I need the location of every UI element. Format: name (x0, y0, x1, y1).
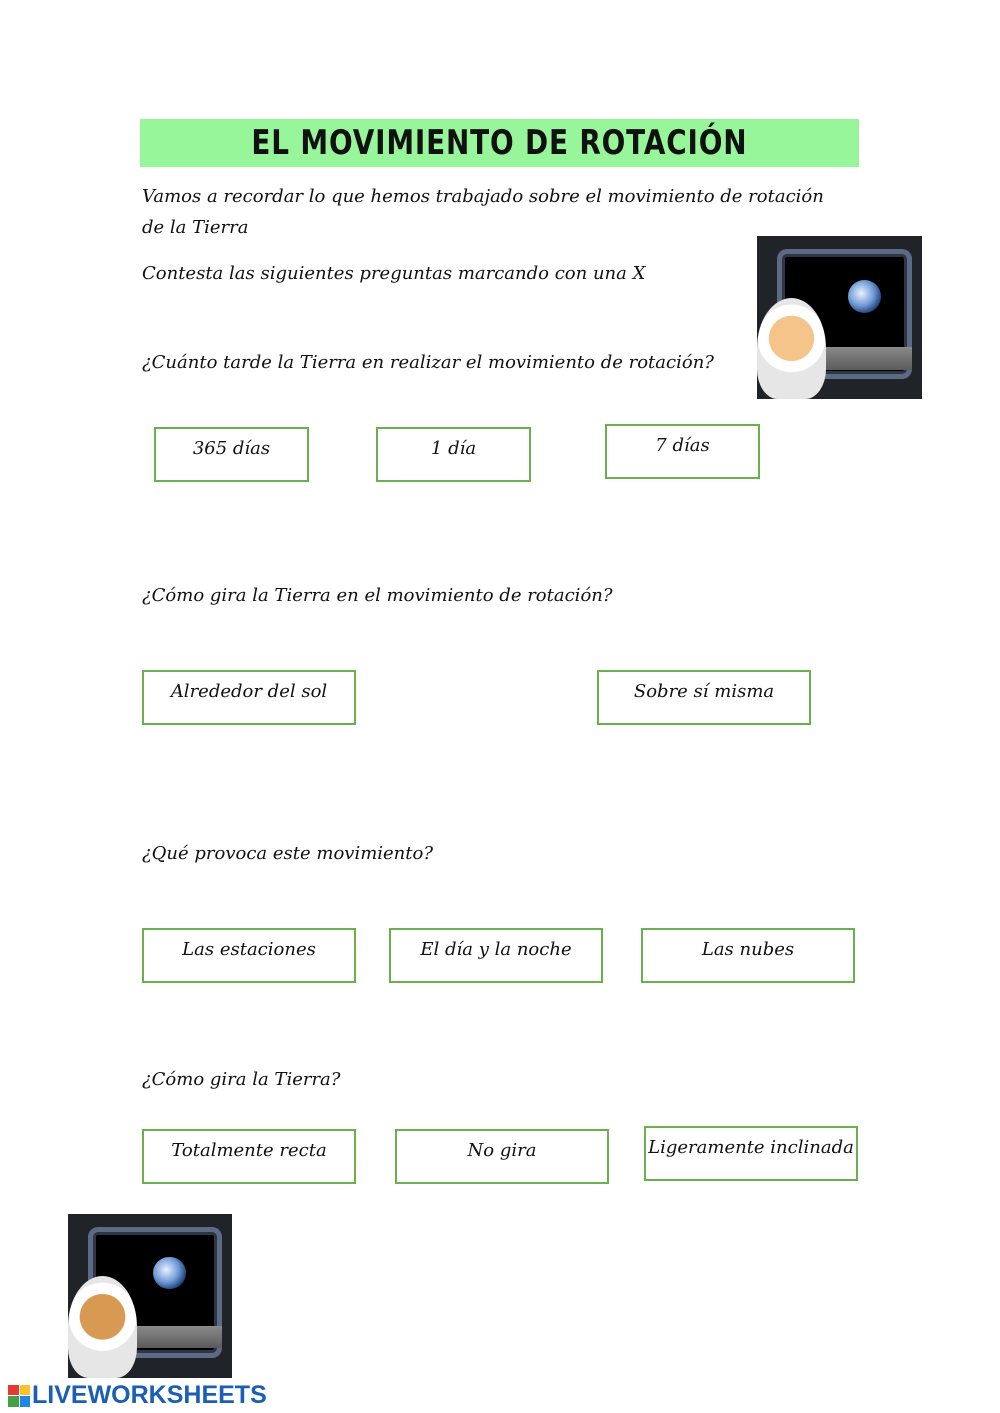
answer-option[interactable]: Alrededor del sol (142, 670, 356, 725)
brand-name: LIVEWORKSHEETS (32, 1381, 267, 1409)
intro-text: Vamos a recordar lo que hemos trabajado sobre el movimiento de rotación de la Tierra (142, 186, 824, 238)
answer-option[interactable]: 1 día (376, 427, 531, 482)
page-title: EL MOVIMIENTO DE ROTACIÓN (251, 123, 748, 163)
answer-option[interactable]: No gira (395, 1129, 609, 1184)
astronaut-illustration-bottom (68, 1214, 232, 1378)
question-3: ¿Qué provoca este movimiento? (142, 843, 433, 864)
logo-grid-icon (8, 1385, 30, 1407)
answer-option[interactable]: 7 días (605, 424, 760, 479)
answer-option[interactable]: Totalmente recta (142, 1129, 356, 1184)
question-4: ¿Cómo gira la Tierra? (142, 1069, 341, 1090)
question-1: ¿Cuánto tarde la Tierra en realizar el movimiento de rotación? (142, 352, 714, 373)
answer-option[interactable]: Sobre sí misma (597, 670, 811, 725)
answer-option[interactable]: Ligeramente inclinada (644, 1126, 858, 1181)
answer-option[interactable]: 365 días (154, 427, 309, 482)
question-2: ¿Cómo gira la Tierra en el movimiento de rotación? (142, 585, 613, 606)
title-banner (140, 119, 859, 167)
answer-option[interactable]: El día y la noche (389, 928, 603, 983)
instruction-text: Contesta las siguientes preguntas marcando con una X (142, 263, 646, 284)
liveworksheets-logo (8, 1381, 267, 1410)
answer-option[interactable]: Las estaciones (142, 928, 356, 983)
answer-option[interactable]: Las nubes (641, 928, 855, 983)
astronaut-illustration-top (757, 236, 922, 399)
